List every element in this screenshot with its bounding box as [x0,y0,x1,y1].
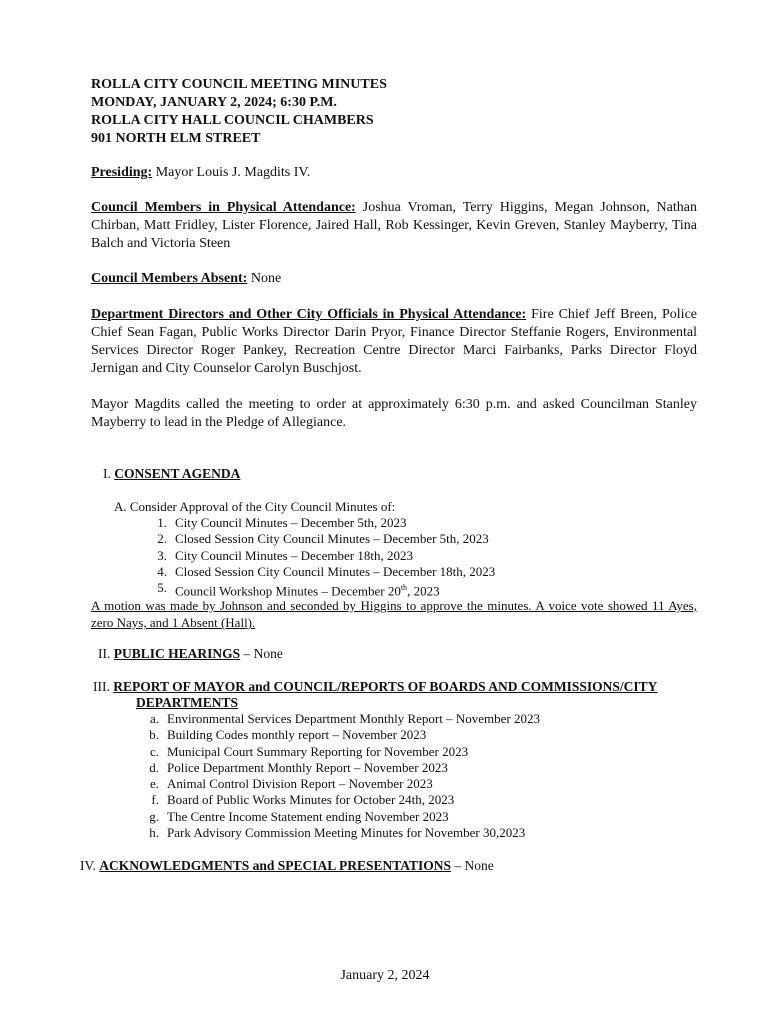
section-number: III. [93,679,110,694]
absent-value: None [247,271,282,286]
absent-label: Council Members Absent: [91,271,248,286]
section-title: ACKNOWLEDGMENTS and SPECIAL PRESENTATIONS [99,858,451,873]
header-address: 901 NORTH ELM STREET [91,131,261,146]
subitem-text: Consider Approval of the City Council Minutes of: [129,499,396,514]
list-item: d. Police Department Monthly Report – November 2023 [149,759,448,775]
header-date: MONDAY, JANUARY 2, 2024; 6:30 P.M. [91,95,337,110]
section-title: PUBLIC HEARINGS [113,646,241,661]
reports-list [136,711,540,841]
directors-paragraph [91,306,697,378]
consent-minutes-list [144,515,495,600]
presiding-paragraph [91,164,697,182]
subitem-letter: A. [114,499,127,514]
consent-subitem [114,499,395,515]
section-reports-title-cont: DEPARTMENTS [136,695,239,710]
directors-value: Fire Chief Jeff Breen, Police Chief Sean Fagan, Public Works Director Darin Pryor, Finance Director Steffanie Rogers, Environmental Services Director Roger Pankey, Recreation Centre Director Marci Fairbanks, Parks Director Floyd Jernigan and City Counselor Carolyn Buschjost. [91,307,697,376]
section-consent-agenda [103,466,240,482]
document-header [91,76,387,148]
list-item: 3. City Council Minutes – December 18th, 2023 [157,547,413,563]
presiding-value: Mayor Louis J. Magdits IV. [152,165,311,180]
attendance-label: Council Members in Physical Attendance: [91,200,356,215]
call-to-order-paragraph: Mayor Magdits called the meeting to order at approximately 6:30 p.m. and asked Councilman Stanley Mayberry to lead in the Pledge of Allegiance. [91,397,697,430]
header-location: ROLLA CITY HALL COUNCIL CHAMBERS [91,113,374,128]
list-item: a. Environmental Services Department Monthly Report – November 2023 [149,711,540,726]
list-item: 2. Closed Session City Council Minutes – December 5th, 2023 [157,531,489,547]
consent-motion: A motion was made by Johnson and seconded by Higgins to approve the minutes. A voice vote showed 11 Ayes, zero Nays, and 1 Absent (Hall). [91,598,697,630]
section-suffix: – None [240,646,283,661]
list-item: 1. City Council Minutes – December 5th, 2023 [157,515,407,530]
list-item: h. Park Advisory Commission Meeting Minutes for November 30,2023 [149,825,526,841]
section-number: II. [98,646,111,661]
section-suffix: – None [450,858,494,873]
page-footer-date: January 2, 2024 [340,968,430,983]
list-item: 4. Closed Session City Council Minutes – December 18th, 2023 [157,563,496,579]
list-item: g. The Centre Income Statement ending November 2023 [149,808,449,824]
list-item: c. Municipal Court Summary Reporting for November 2023 [149,743,469,759]
absent-paragraph [91,270,697,288]
section-number: IV. [80,858,96,873]
attendance-value: Joshua Vroman, Terry Higgins, Megan Johnson, Nathan Chirban, Matt Fridley, Lister Florence, Jaired Hall, Rob Kessinger, Kevin Greven, Stanley Mayberry, Tina Balch and Victoria Steen [91,200,697,251]
section-number: I. [103,466,111,481]
header-title: ROLLA CITY COUNCIL MEETING MINUTES [91,77,387,92]
section-title: REPORT OF MAYOR and COUNCIL/REPORTS OF BOARDS AND COMMISSIONS/CITY [113,679,658,694]
list-item: f. Board of Public Works Minutes for October 24th, 2023 [151,792,455,808]
attendance-paragraph [91,199,697,253]
section-title: CONSENT AGENDA [114,466,241,481]
presiding-label: Presiding: [91,165,153,180]
directors-label: Department Directors and Other City Officials in Physical Attendance: [91,307,527,322]
list-item: 5. Council Workshop Minutes – December 20th, 2023 [157,580,440,599]
list-item: b. Building Codes monthly report – November 2023 [149,727,427,743]
list-item: e. Animal Control Division Report – November 2023 [149,776,433,792]
section-acknowledgments [80,858,494,874]
section-reports [93,679,697,695]
section-public-hearings [98,646,283,662]
